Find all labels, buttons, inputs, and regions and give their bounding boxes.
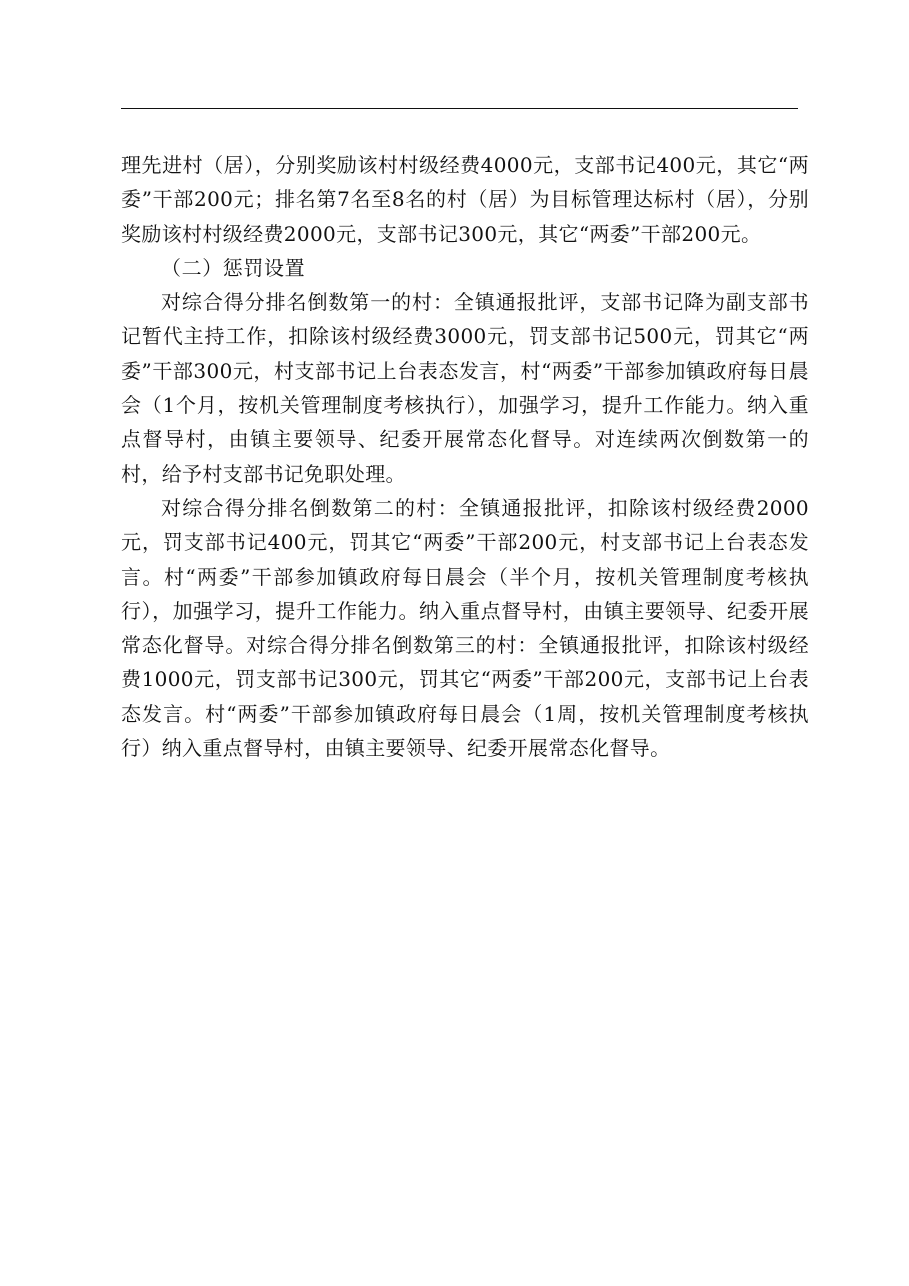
document-body [121,148,809,765]
paragraph-last-place-penalty: 对综合得分排名倒数第一的村：全镇通报批评，支部书记降为副支部书记暂代主持工作，扣除该村级经费3000元，罚支部书记500元，罚其它“两委”干部300元，村支部书记上台表态发言，村“两委”干部参加镇政府每日晨会（1个月，按机关管理制度考核执行），加强学习，提升工作能力。纳入重点督导村，由镇主要领导、纪委开展常态化督导。对连续两次倒数第一的村，给予村支部书记免职处理。 [121,290,809,486]
paragraph-reward-continuation: 理先进村（居），分别奖励该村村级经费4000元，支部书记400元，其它“两委”干部200元；排名第7名至8名的村（居）为目标管理达标村（居），分别奖励该村村级经费2000元，支部书记300元，其它“两委”干部200元。 [121,153,809,246]
paragraph-second-third-last-penalty: 对综合得分排名倒数第二的村：全镇通报批评，扣除该村级经费2000元，罚支部书记400元，罚其它“两委”干部200元，村支部书记上台表态发言。村“两委”干部参加镇政府每日晨会（半个月，按机关管理制度考核执行），加强学习，提升工作能力。纳入重点督导村，由镇主要领导、纪委开展常态化督导。对综合得分排名倒数第三的村：全镇通报批评，扣除该村级经费1000元，罚支部书记300元，罚其它“两委”干部200元，支部书记上台表态发言。村“两委”干部参加镇政府每日晨会（1周，按机关管理制度考核执行）纳入重点督导村，由镇主要领导、纪委开展常态化督导。 [121,495,809,761]
header-rule [121,108,798,109]
section-heading-penalty: （二）惩罚设置 [161,255,306,280]
